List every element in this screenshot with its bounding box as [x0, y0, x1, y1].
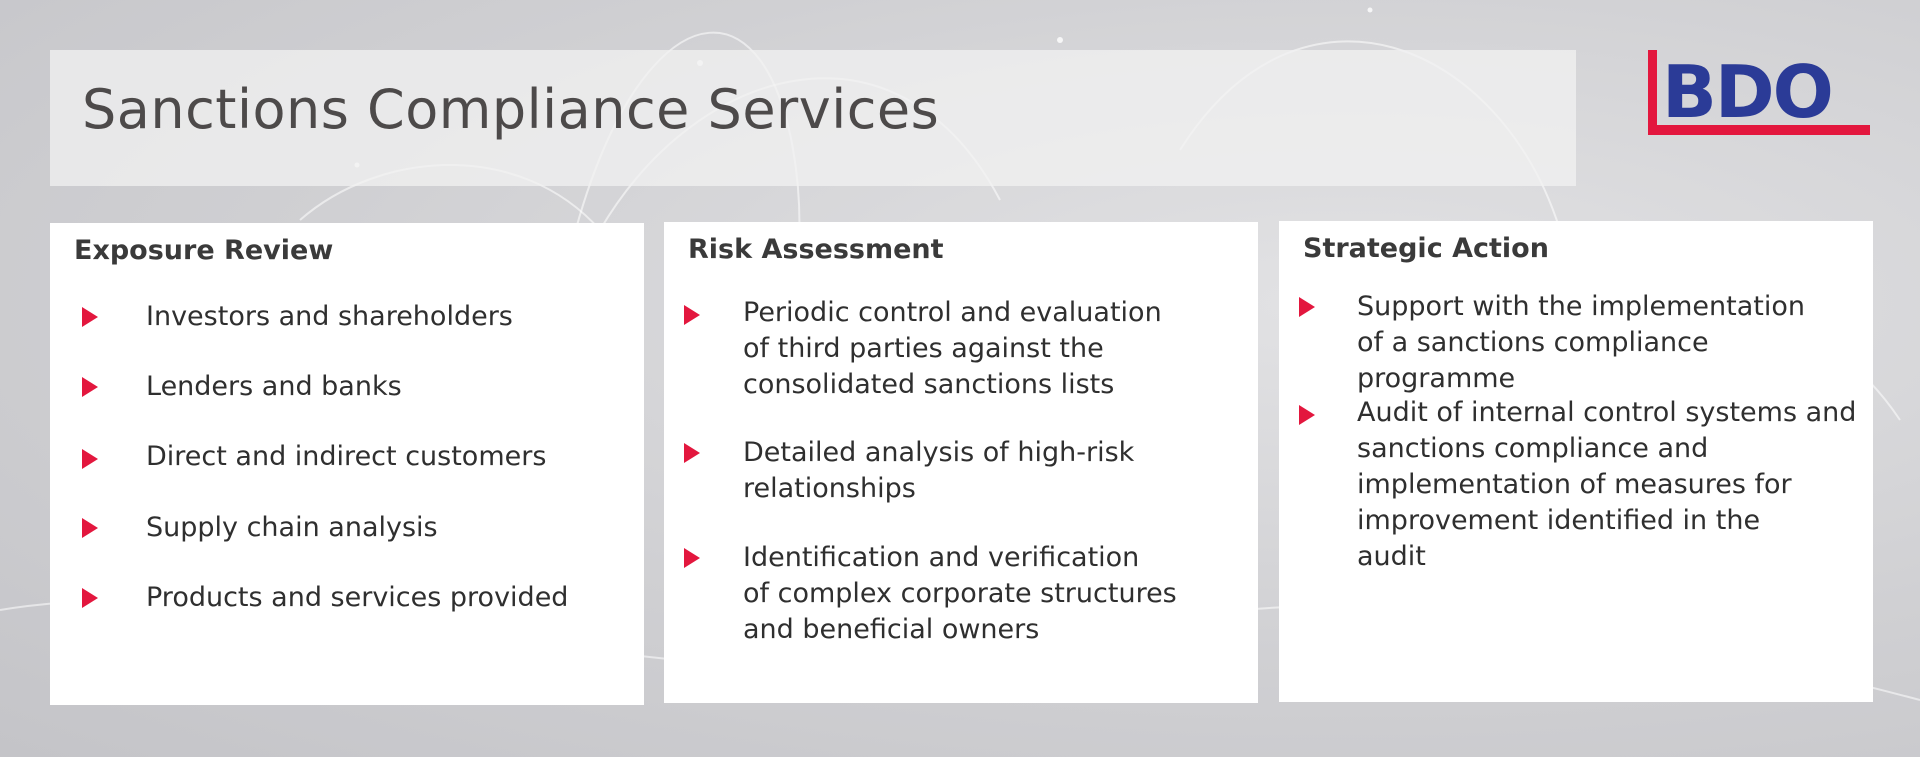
triangle-right-icon [82, 588, 98, 608]
triangle-right-icon [82, 449, 98, 469]
card-title: Risk Assessment [688, 234, 944, 265]
triangle-right-icon [1299, 405, 1315, 425]
list-item-text: Periodic control and evaluation of third parties against the consolidated sanctions lists [743, 297, 1162, 400]
triangle-right-icon [684, 548, 700, 568]
card-title: Strategic Action [1303, 233, 1549, 264]
triangle-right-icon [82, 307, 98, 327]
card-strategic-action [1279, 221, 1873, 702]
triangle-right-icon [684, 305, 700, 325]
bdo-logo [1648, 50, 1870, 138]
list-item-text: Support with the implementation of a sanctions compliance programme [1357, 291, 1806, 394]
list-item-text: Products and services provided [146, 582, 569, 613]
triangle-right-icon [684, 443, 700, 463]
triangle-right-icon [82, 518, 98, 538]
list-item-text: Detailed analysis of high-risk relationships [743, 437, 1135, 504]
triangle-right-icon [1299, 297, 1315, 317]
triangle-right-icon [82, 377, 98, 397]
list-item-text: Supply chain analysis [146, 512, 438, 543]
list-item-text: Lenders and banks [146, 371, 402, 402]
card-exposure-review [50, 223, 644, 705]
list-item-text: Identification and verification of complex corporate structures and beneficial owners [743, 542, 1177, 645]
page-title: Sanctions Compliance Services [82, 78, 940, 141]
list-item-text: Direct and indirect customers [146, 441, 547, 472]
list-item-text: Investors and shareholders [146, 301, 513, 332]
card-title: Exposure Review [74, 235, 334, 266]
list-item-text: Audit of internal control systems and sanctions compliance and implementation of measures for improvement identified in the audit [1357, 397, 1857, 572]
card-risk-assessment [664, 222, 1258, 703]
svg-text:BDO: BDO [1662, 50, 1832, 134]
